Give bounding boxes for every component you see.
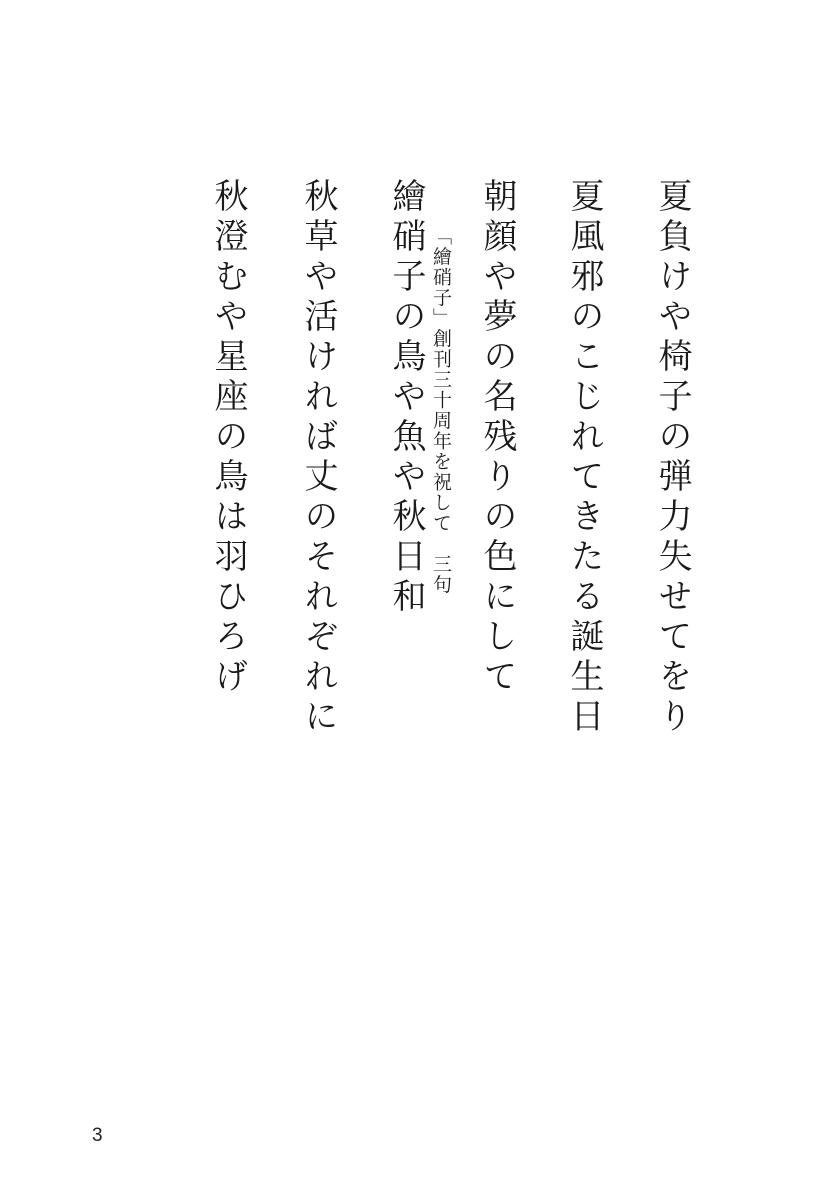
- section-heading: 「繪硝子」創刊三十周年を祝して 三句: [430, 226, 452, 595]
- haiku-2: 夏風邪のこじれてきたる誕生日: [564, 178, 604, 738]
- haiku-1: 夏負けや椅子の弾力失せてをり: [652, 178, 692, 738]
- page-number: 3: [92, 1125, 103, 1146]
- haiku-5: 秋草や活ければ丈のそれぞれに: [298, 178, 338, 738]
- haiku-3: 朝顔や夢の名残りの色にして: [477, 178, 517, 698]
- haiku-4: 繪硝子の鳥や魚や秋日和: [386, 178, 426, 618]
- haiku-6: 秋澄むや星座の鳥は羽ひろげ: [208, 178, 248, 698]
